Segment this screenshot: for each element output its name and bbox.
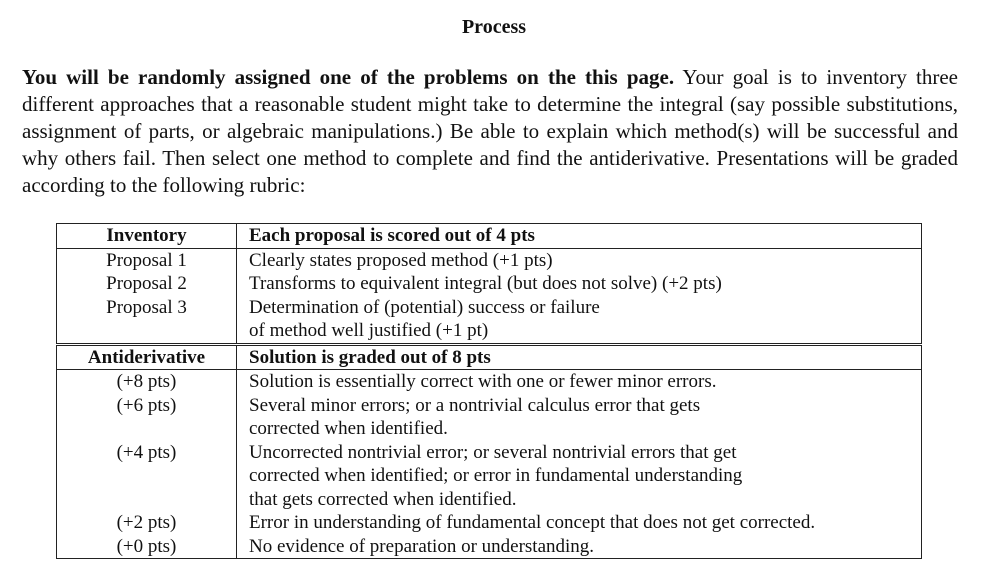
inventory-header-description: Each proposal is scored out of 4 pts xyxy=(237,224,922,249)
grade-row xyxy=(57,535,922,559)
grade-description xyxy=(237,394,922,441)
grade-row xyxy=(57,394,922,441)
grade-points: (+4 pts) xyxy=(57,441,237,512)
criteria-line: of method well justified (+1 pt) xyxy=(249,320,489,341)
proposal-label: Proposal 3 xyxy=(106,296,187,318)
intro-lead-sentence: You will be randomly assigned one of the problems on the this page. xyxy=(22,65,675,89)
grade-description xyxy=(237,441,922,512)
criteria-line: Transforms to equivalent integral (but does not solve) (+2 pts) xyxy=(249,273,722,294)
proposal-criteria xyxy=(237,248,922,344)
inventory-header-row xyxy=(57,224,922,249)
grade-description xyxy=(237,511,922,535)
grade-row xyxy=(57,511,922,535)
inventory-body-row xyxy=(57,248,922,344)
grade-description xyxy=(237,535,922,559)
grade-description-line: Uncorrected nontrivial error; or several nontrivial errors that get xyxy=(249,441,737,463)
proposal-label: Proposal 1 xyxy=(106,249,187,271)
grade-description-line: that gets corrected when identified. xyxy=(249,488,517,510)
grade-row xyxy=(57,441,922,512)
proposal-label: Proposal 2 xyxy=(106,273,187,294)
antiderivative-header-label: Antiderivative xyxy=(57,344,237,370)
grade-description-line: Error in understanding of fundamental concept that does not get corrected. xyxy=(249,512,816,533)
grade-description-line: corrected when identified; or error in fundamental understanding xyxy=(249,465,743,486)
grade-row xyxy=(57,370,922,394)
antiderivative-header-row xyxy=(57,344,922,370)
criteria-line: Clearly states proposed method (+1 pts) xyxy=(249,249,553,271)
grade-description-line: No evidence of preparation or understanding. xyxy=(249,535,595,557)
grade-description-line: corrected when identified. xyxy=(249,418,448,439)
rubric-table xyxy=(56,223,922,559)
grade-description-line: Solution is essentially correct with one or fewer minor errors. xyxy=(249,371,717,392)
page-title: Process xyxy=(461,16,527,38)
grade-points: (+6 pts) xyxy=(57,394,237,441)
grade-points: (+2 pts) xyxy=(57,511,237,535)
criteria-line: Determination of (potential) success or failure xyxy=(249,296,600,318)
inventory-header-label: Inventory xyxy=(57,224,237,249)
grade-description-line: Several minor errors; or a nontrivial calculus error that gets xyxy=(249,394,701,416)
grade-points: (+0 pts) xyxy=(57,535,237,559)
proposal-list xyxy=(57,248,237,344)
intro-paragraph xyxy=(22,64,958,199)
grade-points: (+8 pts) xyxy=(57,370,237,394)
intro-body-text: Your goal is to inventory three different approaches that a reasonable student might take to determine the integral (say possible substitutions, assignment of parts, or algebraic manipulations.) Be able to explain which method(s) will be successful and why others fail. Then select one method to complete and find the antiderivative. Presentations will be graded according to the following rubric: xyxy=(22,65,958,197)
grade-description xyxy=(237,370,922,394)
antiderivative-header-description: Solution is graded out of 8 pts xyxy=(237,344,922,370)
